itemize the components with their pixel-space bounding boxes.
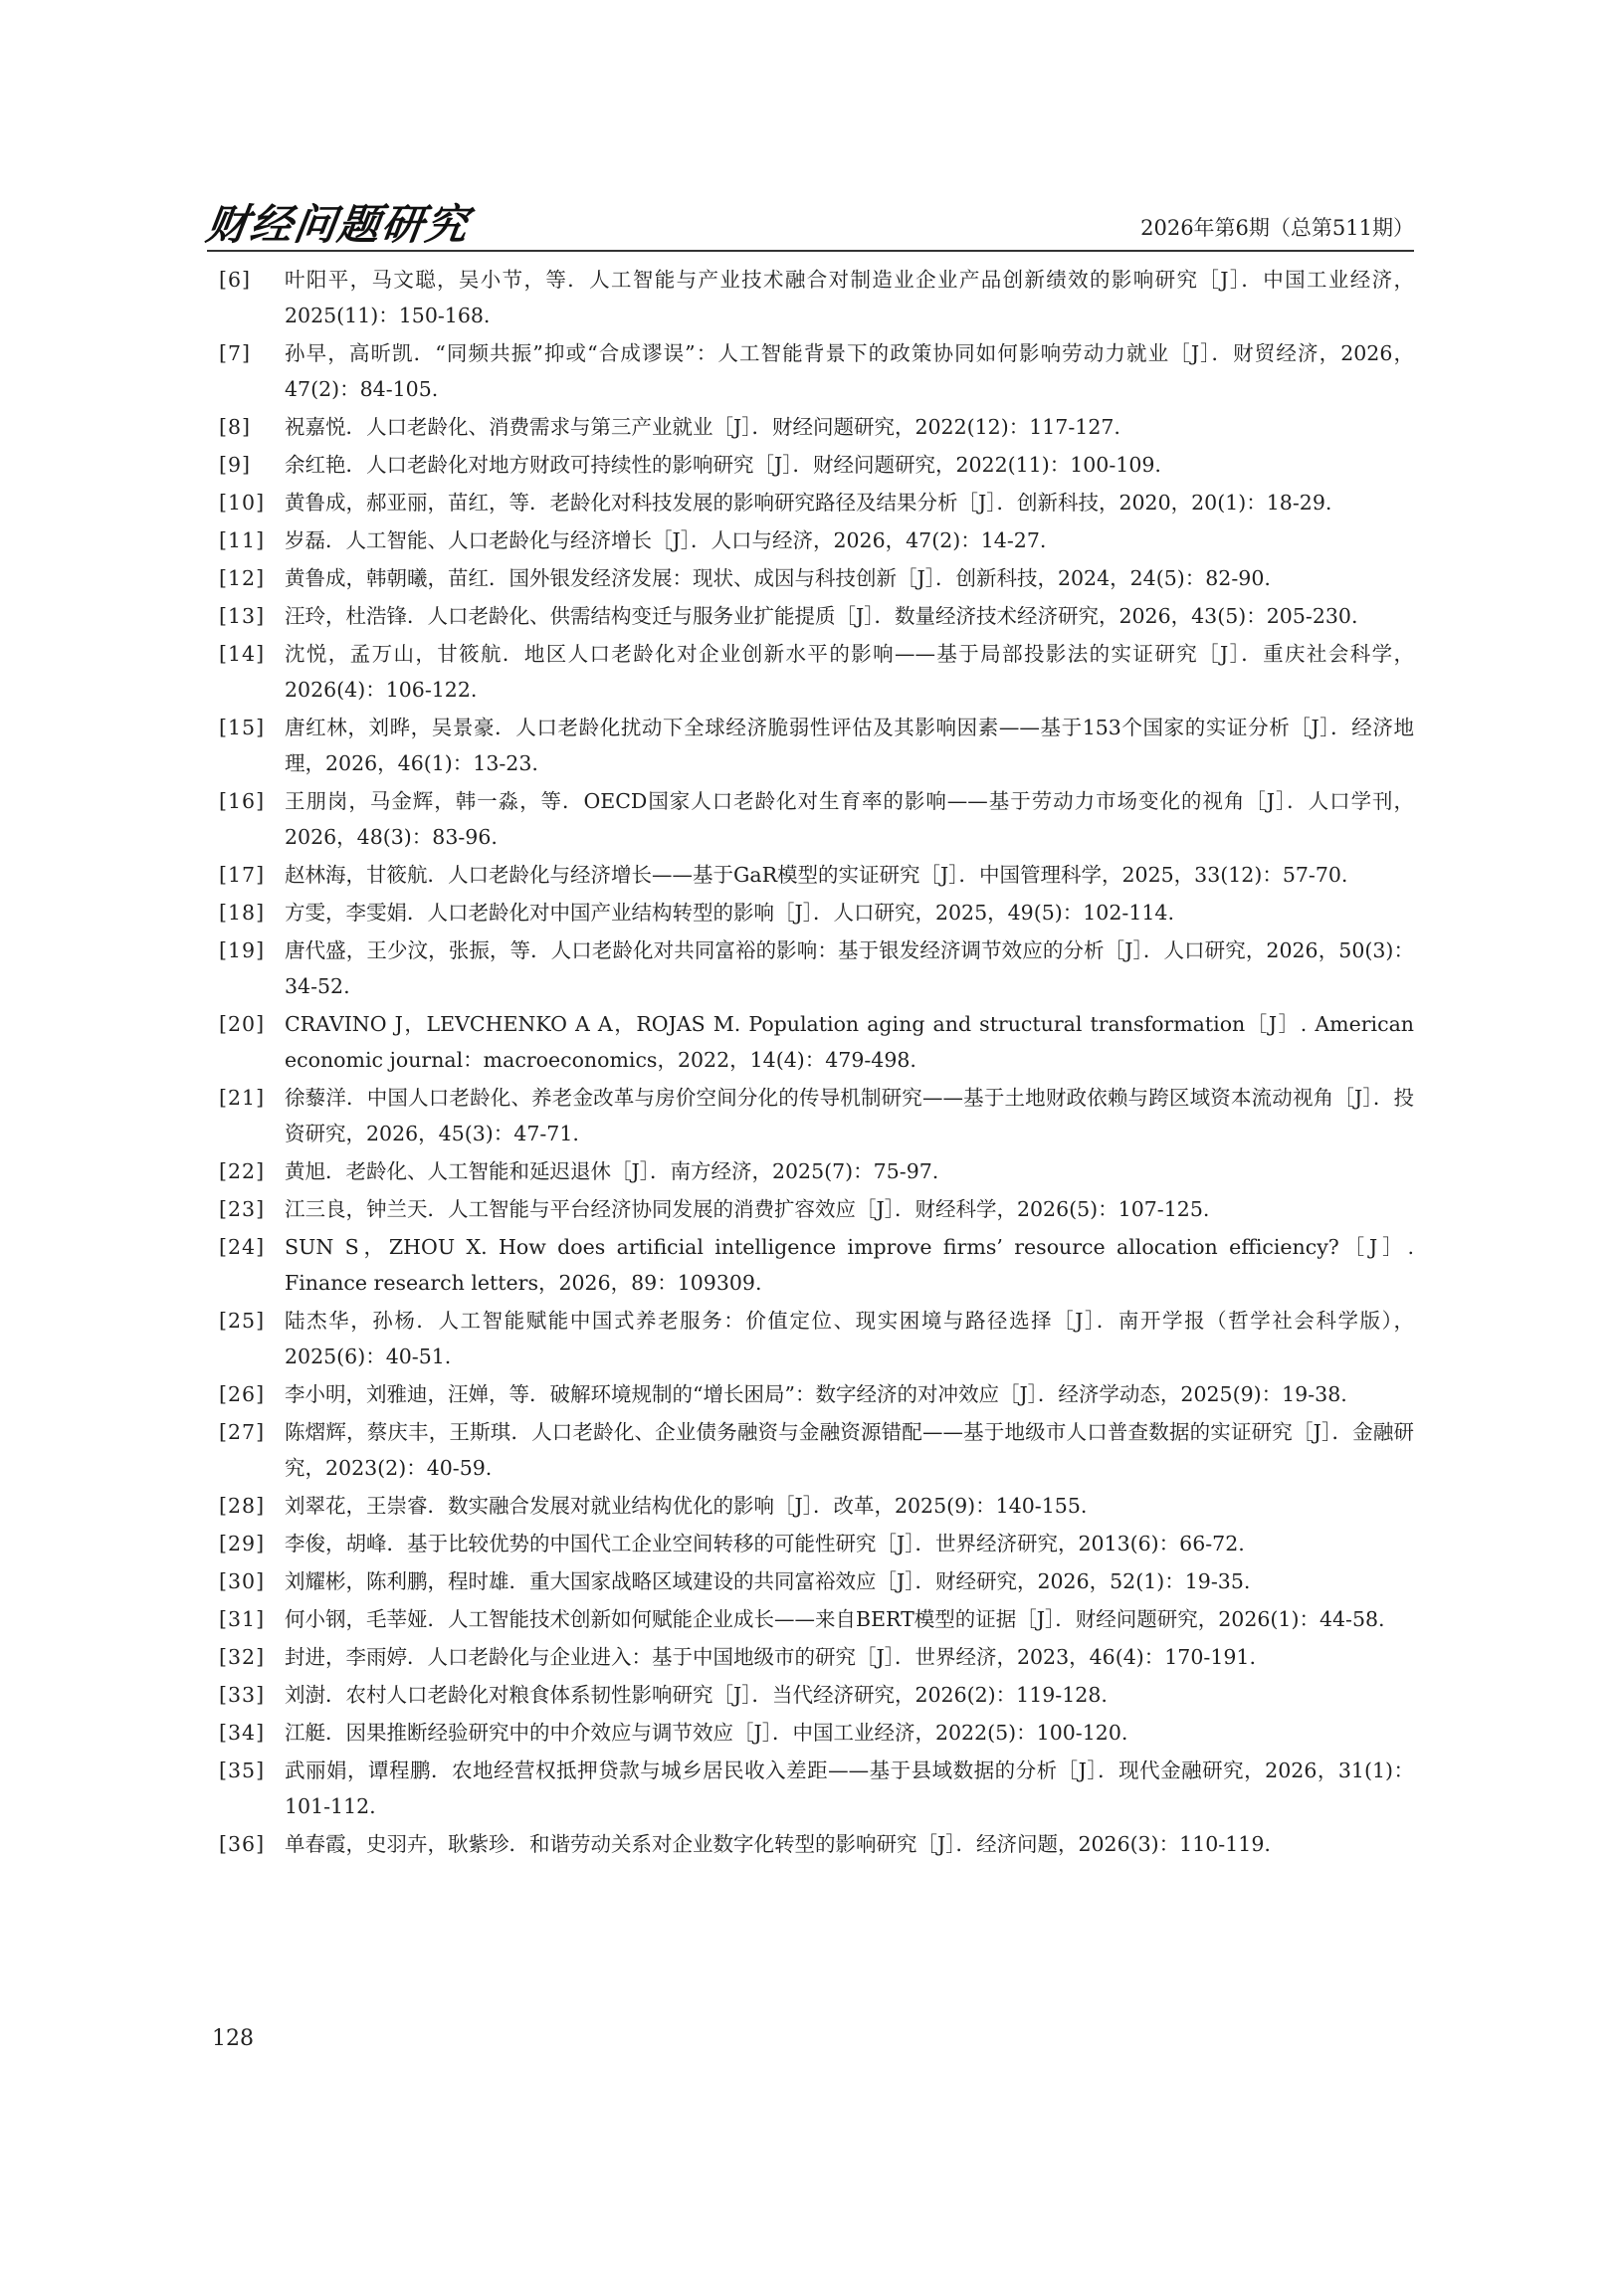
- reference-text: 王朋岗，马金辉，韩一淼，等．OECD国家人口老龄化对生育率的影响——基于劳动力市场变化的视角［J］．人口学刊，2026，48(3)：83-96.: [285, 789, 1414, 849]
- reference-text: 赵林海，甘筱航．人口老龄化与经济增长——基于GaR模型的实证研究［J］．中国管理科学，2025，33(12)：57-70.: [285, 863, 1348, 887]
- reference-number: [27]: [219, 1420, 266, 1444]
- reference-text: 沈悦，孟万山，甘筱航．地区人口老龄化对企业创新水平的影响——基于局部投影法的实证研究［J］．重庆社会科学，2026(4)：106-122.: [285, 642, 1414, 702]
- reference-number: [10]: [219, 491, 266, 515]
- reference-number: [23]: [219, 1197, 266, 1221]
- reference-item: [219, 1526, 1414, 1561]
- reference-number: [19]: [219, 938, 266, 962]
- reference-item: [219, 598, 1414, 634]
- reference-text: 刘耀彬，陈利鹏，程时雄．重大国家战略区域建设的共同富裕效应［J］．财经研究，2026，52(1)：19-35.: [285, 1569, 1251, 1593]
- reference-number: [9]: [219, 453, 252, 477]
- reference-number: [35]: [219, 1759, 266, 1782]
- reference-number: [32]: [219, 1645, 266, 1669]
- reference-number: [17]: [219, 863, 266, 887]
- reference-item: [219, 1753, 1414, 1824]
- reference-list: [219, 262, 1414, 1864]
- reference-number: [12]: [219, 566, 266, 590]
- reference-text: 唐代盛，王少汶，张振，等．人口老龄化对共同富裕的影响：基于银发经济调节效应的分析［J］．人口研究，2026，50(3)：34-52.: [285, 938, 1414, 998]
- reference-text: 黄鲁成，韩朝曦，苗红．国外银发经济发展：现状、成因与科技创新［J］．创新科技，2024，24(5)：82-90.: [285, 566, 1271, 590]
- reference-item: [219, 857, 1414, 893]
- reference-text: 江艇．因果推断经验研究中的中介效应与调节效应［J］．中国工业经济，2022(5)：100-120.: [285, 1721, 1128, 1745]
- reference-number: [34]: [219, 1721, 266, 1745]
- reference-item: [219, 1080, 1414, 1151]
- reference-text: 江三良，钟兰天．人工智能与平台经济协同发展的消费扩容效应［J］．财经科学，2026(5)：107-125.: [285, 1197, 1210, 1221]
- reference-number: [33]: [219, 1683, 266, 1707]
- reference-text: 祝嘉悦．人口老龄化、消费需求与第三产业就业［J］．财经问题研究，2022(12)：117-127.: [285, 415, 1120, 439]
- reference-text: 刘澍．农村人口老龄化对粮食体系韧性影响研究［J］．当代经济研究，2026(2)：119-128.: [285, 1683, 1108, 1707]
- reference-text: 余红艳．人口老龄化对地方财政可持续性的影响研究［J］．财经问题研究，2022(11)：100-109.: [285, 453, 1161, 477]
- reference-item: [219, 335, 1414, 407]
- reference-number: [26]: [219, 1382, 266, 1406]
- reference-text: 陆杰华，孙杨．人工智能赋能中国式养老服务：价值定位、现实困境与路径选择［J］．南开学报（哲学社会科学版），2025(6)：40-51.: [285, 1309, 1414, 1368]
- reference-item: [219, 932, 1414, 1004]
- journal-logo: 财经问题研究: [203, 200, 474, 249]
- reference-number: [7]: [219, 341, 252, 365]
- reference-item: [219, 1153, 1414, 1189]
- reference-item: [219, 783, 1414, 855]
- reference-text: 黄鲁成，郝亚丽，苗红，等．老龄化对科技发展的影响研究路径及结果分析［J］．创新科技，2020，20(1)：18-29.: [285, 491, 1332, 515]
- reference-text: 徐藜洋．中国人口老龄化、养老金改革与房价空间分化的传导机制研究——基于土地财政依赖与跨区域资本流动视角［J］．投资研究，2026，45(3)：47-71.: [285, 1086, 1414, 1145]
- reference-text: CRAVINO J，LEVCHENKO A A，ROJAS M. Population aging and structural transformation［J］. American economic journal：macroeconomics，2022，14(4)：479-498.: [285, 1012, 1414, 1072]
- reference-number: [14]: [219, 642, 266, 666]
- reference-item: [219, 1006, 1414, 1078]
- reference-item: [219, 1715, 1414, 1751]
- reference-item: [219, 895, 1414, 931]
- reference-number: [6]: [219, 268, 252, 292]
- reference-text: 岁磊．人工智能、人口老龄化与经济增长［J］．人口与经济，2026，47(2)：14-27.: [285, 528, 1047, 552]
- reference-item: [219, 560, 1414, 596]
- reference-number: [8]: [219, 415, 252, 439]
- reference-number: [18]: [219, 901, 266, 925]
- reference-item: [219, 636, 1414, 708]
- reference-text: 汪玲，杜浩锋．人口老龄化、供需结构变迁与服务业扩能提质［J］．数量经济技术经济研究，2026，43(5)：205-230.: [285, 604, 1358, 628]
- reference-item: [219, 262, 1414, 333]
- reference-text: 刘翠花，王崇睿．数实融合发展对就业结构优化的影响［J］．改革，2025(9)：140-155.: [285, 1494, 1088, 1518]
- page-header: [203, 192, 1414, 249]
- reference-item: [219, 1488, 1414, 1524]
- reference-text: 单春霞，史羽卉，耿紫珍．和谐劳动关系对企业数字化转型的影响研究［J］．经济问题，2026(3)：110-119.: [285, 1832, 1271, 1856]
- reference-item: [219, 1303, 1414, 1374]
- reference-item: [219, 1639, 1414, 1675]
- reference-item: [219, 447, 1414, 483]
- reference-item: [219, 1563, 1414, 1599]
- reference-item: [219, 1414, 1414, 1486]
- reference-text: 何小钢，毛莘娅．人工智能技术创新如何赋能企业成长——来自BERT模型的证据［J］．财经问题研究，2026(1)：44-58.: [285, 1607, 1385, 1631]
- reference-item: [219, 1191, 1414, 1227]
- reference-text: 陈熠辉，蔡庆丰，王斯琪．人口老龄化、企业债务融资与金融资源错配——基于地级市人口普查数据的实证研究［J］．金融研究，2023(2)：40-59.: [285, 1420, 1414, 1480]
- reference-number: [11]: [219, 528, 266, 552]
- reference-item: [219, 1229, 1414, 1301]
- reference-text: 封进，李雨婷．人口老龄化与企业进入：基于中国地级市的研究［J］．世界经济，2023，46(4)：170-191.: [285, 1645, 1256, 1669]
- reference-text: 孙早，高昕凯．“同频共振”抑或“合成谬误”：人工智能背景下的政策协同如何影响劳动力就业［J］．财贸经济，2026，47(2)：84-105.: [285, 341, 1414, 401]
- reference-item: [219, 1826, 1414, 1862]
- reference-number: [30]: [219, 1569, 266, 1593]
- reference-text: 武丽娟，谭程鹏．农地经营权抵押贷款与城乡居民收入差距——基于县域数据的分析［J］．现代金融研究，2026，31(1)：101-112.: [285, 1759, 1414, 1818]
- reference-item: [219, 1601, 1414, 1637]
- reference-item: [219, 409, 1414, 445]
- reference-text: 叶阳平，马文聪，吴小节，等．人工智能与产业技术融合对制造业企业产品创新绩效的影响研究［J］．中国工业经济，2025(11)：150-168.: [285, 268, 1414, 327]
- reference-number: [31]: [219, 1607, 266, 1631]
- reference-number: [21]: [219, 1086, 266, 1110]
- reference-number: [36]: [219, 1832, 266, 1856]
- reference-number: [28]: [219, 1494, 266, 1518]
- reference-item: [219, 710, 1414, 781]
- reference-item: [219, 485, 1414, 520]
- reference-number: [15]: [219, 716, 266, 739]
- reference-number: [13]: [219, 604, 266, 628]
- header-divider: [207, 250, 1414, 252]
- reference-number: [22]: [219, 1159, 266, 1183]
- page-number: 128: [212, 2026, 254, 2051]
- reference-number: [24]: [219, 1235, 266, 1259]
- reference-text: 唐红林，刘晔，吴景豪．人口老龄化扰动下全球经济脆弱性评估及其影响因素——基于153个国家的实证分析［J］．经济地理，2026，46(1)：13-23.: [285, 716, 1414, 775]
- reference-text: SUN S，ZHOU X. How does artificial intelligence improve firms’ resource allocation efficiency?［J］. Finance research letters，2026，89：109309.: [285, 1235, 1414, 1295]
- issue-info: 2026年第6期（总第511期）: [1140, 216, 1414, 240]
- reference-text: 方雯，李雯娟．人口老龄化对中国产业结构转型的影响［J］．人口研究，2025，49(5)：102-114.: [285, 901, 1174, 925]
- reference-number: [29]: [219, 1532, 266, 1555]
- reference-text: 李小明，刘雅迪，汪婵，等．破解环境规制的“增长困局”：数字经济的对冲效应［J］．经济学动态，2025(9)：19-38.: [285, 1382, 1347, 1406]
- reference-item: [219, 522, 1414, 558]
- reference-number: [16]: [219, 789, 266, 813]
- reference-text: 李俊，胡峰．基于比较优势的中国代工企业空间转移的可能性研究［J］．世界经济研究，2013(6)：66-72.: [285, 1532, 1245, 1555]
- reference-item: [219, 1376, 1414, 1412]
- reference-number: [25]: [219, 1309, 266, 1333]
- reference-number: [20]: [219, 1012, 266, 1036]
- reference-text: 黄旭．老龄化、人工智能和延迟退休［J］．南方经济，2025(7)：75-97.: [285, 1159, 939, 1183]
- reference-item: [219, 1677, 1414, 1713]
